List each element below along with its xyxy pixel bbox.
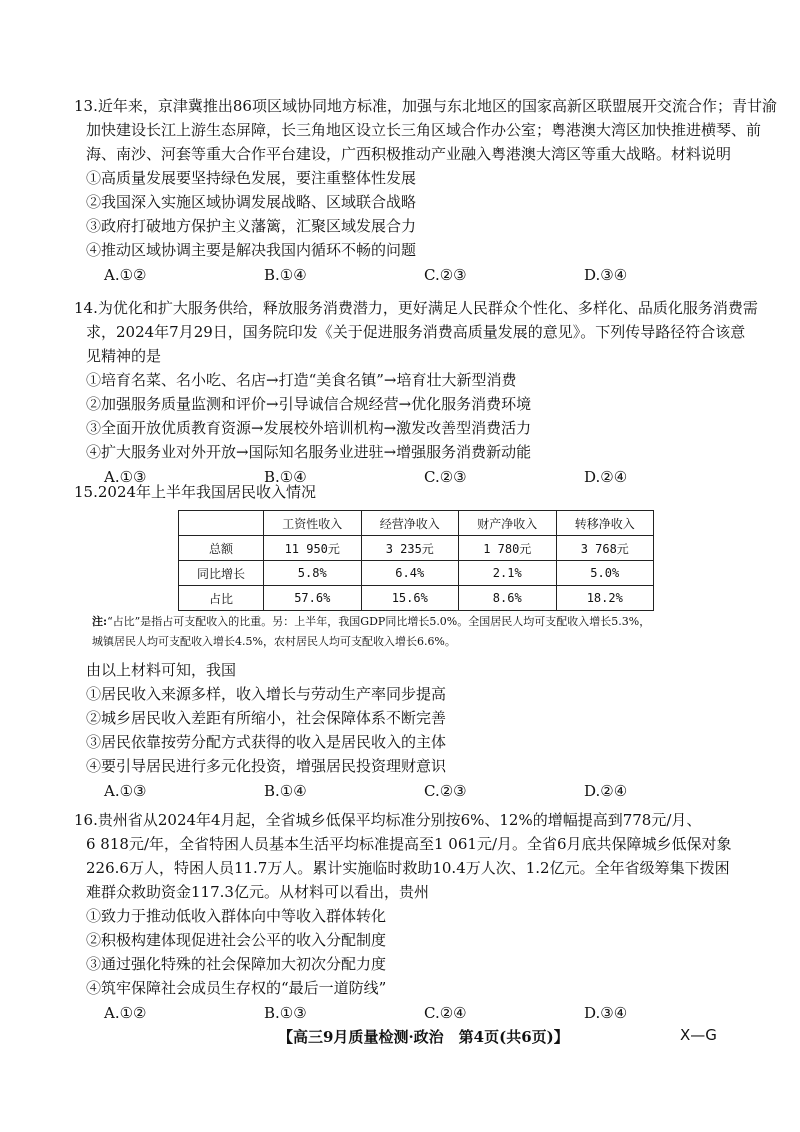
q13-option-b[interactable]: B.①④ — [264, 266, 307, 284]
q16-item: ②积极构建体现促进社会公平的收入分配制度 — [86, 931, 387, 949]
q13-stem-line: 13.近年来，京津冀推出86项区域协同地方标准，加强与东北地区的国家高新区联盟展开交流合作；青甘渝 — [74, 97, 777, 115]
q14-option-b[interactable]: B.①④ — [264, 468, 307, 486]
q15-option-c[interactable]: C.②③ — [424, 782, 467, 800]
footer-title: 【高三9月质量检测·政治 第4页(共6页)】 — [278, 1028, 569, 1046]
footer-code: X—G — [680, 1026, 717, 1044]
q14-stem-line: 求，2024年7月29日，国务院印发《关于促进服务消费高质量发展的意见》。下列传导路径符合该意 — [86, 323, 746, 341]
q13-options — [86, 262, 726, 288]
table-cell: 18.2% — [556, 586, 654, 611]
q15-item: ②城乡居民收入差距有所缩小，社会保障体系不断完善 — [86, 709, 447, 727]
question-15-body — [86, 658, 726, 804]
q15-item: ①居民收入来源多样，收入增长与劳动生产率同步提高 — [86, 685, 447, 703]
q15-item: ③居民依靠按劳分配方式获得的收入是居民收入的主体 — [86, 733, 447, 751]
note-text: “占比”是指占可支配收入的比重。另：上半年，我国GDP同比增长5.0%。全国居民人均可支配收入增长5.3%， — [107, 615, 651, 628]
table-cell: 5.8% — [264, 561, 362, 586]
table-cell: 同比增长 — [179, 561, 264, 586]
q13-option-d[interactable]: D.③④ — [584, 266, 628, 284]
q14-option-c[interactable]: C.②③ — [424, 468, 467, 486]
question-13 — [74, 94, 777, 288]
table-note — [92, 612, 722, 652]
q16-option-a[interactable]: A.①② — [104, 1004, 147, 1022]
table-cell: 3 768元 — [556, 536, 654, 561]
table-header-cell: 财产净收入 — [459, 511, 557, 536]
q14-stem-line: 见精神的是 — [86, 347, 162, 365]
q15-title: 15.2024年上半年我国居民收入情况 — [74, 483, 317, 501]
table-cell: 11 950元 — [264, 536, 362, 561]
q13-stem-line: 加快建设长江上游生态屏障，长三角地区设立长三角区域合作办公室；粤港澳大湾区加快推进横琴、前 — [86, 121, 762, 139]
q13-option-a[interactable]: A.①② — [104, 266, 147, 284]
q16-stem-line: 226.6万人，特困人员11.7万人。累计实施临时救助10.4万人次、1.2亿元。全年省级筹集下拨困 — [86, 859, 730, 877]
q15-option-d[interactable]: D.②④ — [584, 782, 628, 800]
q16-stem-line: 6 818元/年，全省特困人员基本生活平均标准提高至1 061元/月。全省6月底共保障城乡低保对象 — [86, 835, 732, 853]
q13-option-c[interactable]: C.②③ — [424, 266, 467, 284]
income-table — [178, 510, 654, 611]
table-row — [179, 536, 654, 561]
q13-item: ①高质量发展要坚持绿色发展，要注重整体性发展 — [86, 169, 417, 187]
q16-option-d[interactable]: D.③④ — [584, 1004, 628, 1022]
table-cell: 3 235元 — [361, 536, 459, 561]
table-header-cell: 经营净收入 — [361, 511, 459, 536]
q16-option-b[interactable]: B.①③ — [264, 1004, 307, 1022]
table-header-cell — [179, 511, 264, 536]
q14-option-a[interactable]: A.①③ — [104, 468, 147, 486]
table-row — [179, 561, 654, 586]
q13-item: ④推动区域协调主要是解决我国内循环不畅的问题 — [86, 241, 417, 259]
table-cell: 8.6% — [459, 586, 557, 611]
page-footer — [0, 1026, 800, 1052]
q16-stem-line: 16.贵州省从2024年4月起，全省城乡低保平均标准分别按6%、12%的增幅提高到778元/月、 — [74, 811, 702, 829]
note-line — [92, 612, 722, 632]
q16-item: ③通过强化特殊的社会保障加大初次分配力度 — [86, 955, 387, 973]
q14-option-d[interactable]: D.②④ — [584, 468, 628, 486]
question-16 — [74, 808, 732, 1026]
note-label: 注: — [92, 615, 108, 628]
table-cell: 1 780元 — [459, 536, 557, 561]
table-cell: 15.6% — [361, 586, 459, 611]
q16-item: ①致力于推动低收入群体向中等收入群体转化 — [86, 907, 387, 925]
table-row — [179, 586, 654, 611]
q15-lead: 由以上材料可知，我国 — [86, 661, 237, 679]
table-cell: 总额 — [179, 536, 264, 561]
table-cell: 5.0% — [556, 561, 654, 586]
q15-options — [86, 778, 726, 804]
question-14 — [74, 296, 758, 490]
q13-item: ③政府打破地方保护主义藩篱，汇聚区域发展合力 — [86, 217, 417, 235]
table-cell: 6.4% — [361, 561, 459, 586]
q14-item: ②加强服务质量监测和评价→引导诚信合规经营→优化服务消费环境 — [86, 395, 532, 413]
q16-item: ④筑牢保障社会成员生存权的“最后一道防线” — [86, 979, 387, 997]
q13-item: ②我国深入实施区域协调发展战略、区域联合战略 — [86, 193, 417, 211]
note-line: 城镇居民人均可支配收入增长4.5%，农村居民人均可支配收入增长6.6%。 — [92, 635, 456, 648]
q14-stem-line: 14.为优化和扩大服务供给，释放服务消费潜力，更好满足人民群众个性化、多样化、品质化服务消费需 — [74, 299, 758, 317]
table-cell: 占比 — [179, 586, 264, 611]
table-header-cell: 转移净收入 — [556, 511, 654, 536]
q15-item: ④要引导居民进行多元化投资，增强居民投资理财意识 — [86, 757, 447, 775]
q16-stem-line: 难群众救助资金117.3亿元。从材料可以看出，贵州 — [86, 883, 429, 901]
q15-option-a[interactable]: A.①③ — [104, 782, 147, 800]
table-header-row — [179, 511, 654, 536]
q13-stem-line: 海、南沙、河套等重大合作平台建设，广西积极推动产业融入粤港澳大湾区等重大战略。材料说明 — [86, 145, 732, 163]
table-cell: 2.1% — [459, 561, 557, 586]
question-15 — [74, 480, 726, 504]
q14-item: ③全面开放优质教育资源→发展校外培训机构→激发改善型消费活力 — [86, 419, 532, 437]
q14-item: ④扩大服务业对外开放→国际知名服务业进驻→增强服务消费新动能 — [86, 443, 532, 461]
table-header-cell: 工资性收入 — [264, 511, 362, 536]
q16-options — [86, 1000, 726, 1026]
q16-option-c[interactable]: C.②④ — [424, 1004, 467, 1022]
table-cell: 57.6% — [264, 586, 362, 611]
q15-option-b[interactable]: B.①④ — [264, 782, 307, 800]
q14-item: ①培育名菜、名小吃、名店→打造“美食名镇”→培育壮大新型消费 — [86, 371, 517, 389]
